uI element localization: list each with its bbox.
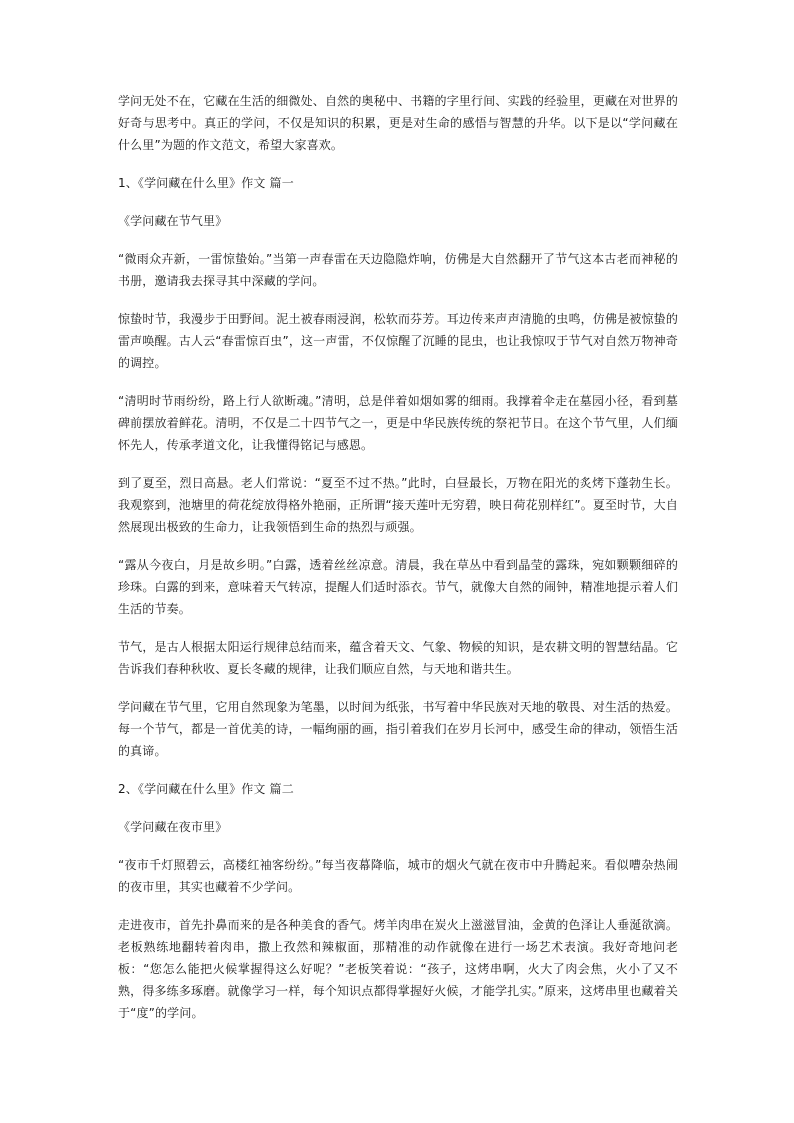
essay-1-paragraph: 惊蛰时节，我漫步于田野间。泥土被春雨浸润，松软而芬芳。耳边传来声声清脆的虫鸣，仿佛是被惊蛰的雷声唤醒。古人云“春雷惊百虫”，这一声雷，不仅惊醒了沉睡的昆虫，也让我惊叹于节气对自然万物神奇的调控。 — [118, 312, 678, 370]
essay-1-paragraph: “微雨众卉新，一雷惊蛰始。”当第一声春雷在天边隐隐炸响，仿佛是大自然翻开了节气这本古老而神秘的书册，邀请我去探寻其中深藏的学问。 — [118, 252, 678, 288]
essay-1-paragraph: “露从今夜白，月是故乡明。”白露，透着丝丝凉意。清晨，我在草丛中看到晶莹的露珠，宛如颗颗细碎的珍珠。白露的到来，意味着天气转凉，提醒人们适时添衣。节气，就像大自然的闹钟，精准地提示着人们生活的节奏。 — [118, 558, 678, 616]
essay-2-title: 《学问藏在夜市里》 — [118, 820, 228, 834]
essay-1-heading: 1、《学问藏在什么里》作文 篇一 — [118, 176, 294, 190]
essay-2-paragraph: “夜市千灯照碧云，高楼红袖客纷纷。”每当夜幕降临，城市的烟火气就在夜市中升腾起来。看似嘈杂热闹的夜市里，其实也藏着不少学问。 — [118, 858, 678, 894]
essay-1-paragraph: 到了夏至，烈日高悬。老人们常说：“夏至不过不热。”此时，白昼最长，万物在阳光的炙烤下蓬勃生长。我观察到，池塘里的荷花绽放得格外艳丽，正所谓“接天莲叶无穷碧，映日荷花别样红”。夏至时节，大自然展现出极致的生命力，让我领悟到生命的热烈与顽强。 — [118, 476, 678, 534]
essay-1-paragraph: 学问藏在节气里，它用自然现象为笔墨，以时间为纸张，书写着中华民族对天地的敬畏、对生活的热爱。每一个节气，都是一首优美的诗，一幅绚丽的画，指引着我们在岁月长河中，感受生命的律动，领悟生活的真谛。 — [118, 700, 678, 758]
essay-1-paragraph: 节气，是古人根据太阳运行规律总结而来，蕴含着天文、气象、物候的知识，是农耕文明的智慧结晶。它告诉我们春种秋收、夏长冬藏的规律，让我们顺应自然，与天地和谐共生。 — [118, 640, 678, 676]
essay-2-paragraph: 走进夜市，首先扑鼻而来的是各种美食的香气。烤羊肉串在炭火上滋滋冒油，金黄的色泽让人垂涎欲滴。老板熟练地翻转着肉串，撒上孜然和辣椒面，那精准的动作就像在进行一场艺术表演。我好奇地问老板：“您怎么能把火候掌握得这么好呢？”老板笑着说：“孩子，这烤串啊，火大了肉会焦，火小了又不熟，得多练多琢磨。就像学习一样，每个知识点都得掌握好火候，才能学扎实。”原来，这烤串里也藏着关于“度”的学问。 — [118, 918, 678, 1020]
intro-paragraph: 学问无处不在，它藏在生活的细微处、自然的奥秘中、书籍的字里行间、实践的经验里，更藏在对世界的好奇与思考中。真正的学问，不仅是知识的积累，更是对生命的感悟与智慧的升华。以下是以“学问藏在什么里”为题的作文范文，希望大家喜欢。 — [118, 94, 678, 152]
essay-1-title: 《学问藏在节气里》 — [118, 214, 228, 228]
essay-2-heading: 2、《学问藏在什么里》作文 篇二 — [118, 782, 294, 796]
essay-1-paragraph: “清明时节雨纷纷，路上行人欲断魂。”清明，总是伴着如烟如雾的细雨。我撑着伞走在墓园小径，看到墓碑前摆放着鲜花。清明，不仅是二十四节气之一，更是中华民族传统的祭祀节日。在这个节气里，人们缅怀先人，传承孝道文化，让我懂得铭记与感恩。 — [118, 394, 678, 452]
document-body — [118, 90, 678, 1040]
